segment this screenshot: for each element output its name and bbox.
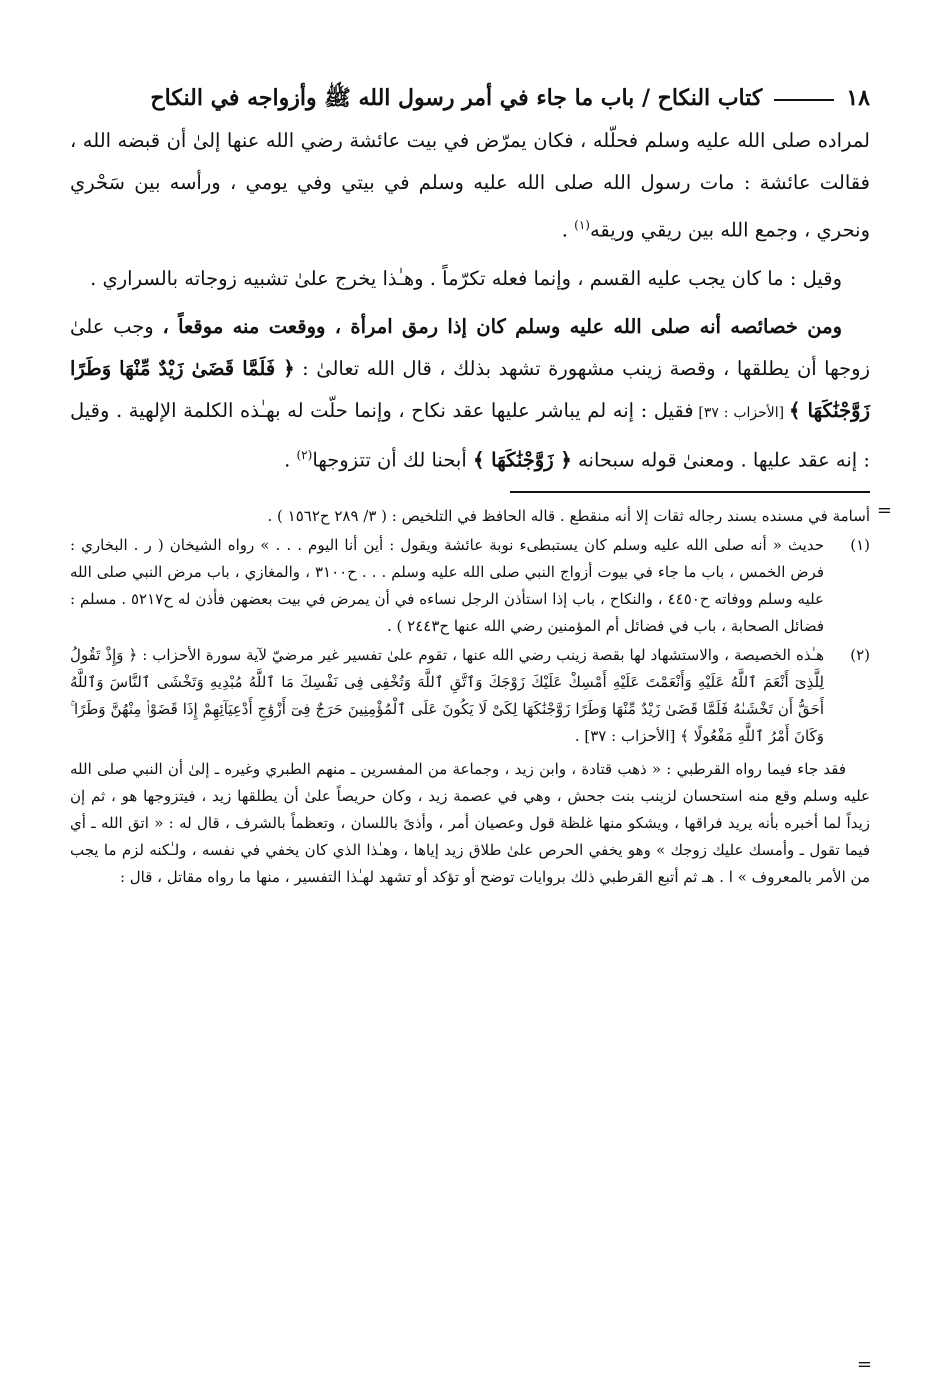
footnote-ref-2: (٢) xyxy=(296,447,313,462)
page-number: ١٨ xyxy=(846,85,870,111)
footnote-separator xyxy=(70,491,870,493)
page-end-mark: = xyxy=(856,1354,872,1375)
header-rule xyxy=(774,99,834,101)
footnote-1-number: (١) xyxy=(850,536,870,554)
paragraph-3-after: فقيل : إنه لم يباشر عليها عقد نكاح ، وإنما حلّت له بهـٰذه الكلمة الإلهية . وقيل : إنه عقد عليها . ومعنىٰ قوله سبحانه xyxy=(70,398,870,471)
footnote-ref-1: (١) xyxy=(574,218,590,232)
paragraph-3-rest: وجب علىٰ زوجها أن يطلقها ، وقصة زينب مشهورة تشهد بذلك ، قال الله تعالىٰ : xyxy=(70,314,870,380)
footnote-2 xyxy=(70,642,870,750)
footnote-1 xyxy=(70,532,870,640)
paragraph-1 xyxy=(70,120,870,252)
verse-reference: [الأحزاب : ٣٧] xyxy=(693,404,789,421)
quran-verse: ﴿ فَلَمَّا قَضَىٰ زَيْدٌ مِّنْهَا وَطَرًا زَوَّجْنَٰكَهَا ﴾ xyxy=(70,356,870,422)
footnotes xyxy=(70,500,892,891)
paragraph-1-end: . xyxy=(561,218,575,242)
running-header xyxy=(70,78,870,118)
paragraph-3 xyxy=(70,306,870,482)
footnote-2-text: هـٰذه الخصيصة ، والاستشهاد لها بقصة زينب رضي الله عنها ، تقوم علىٰ تفسير غير مرضيّ لآية سورة الأحزاب : ﴿ وَإِذْ تَقُولُ لِلَّذِىٓ أَنْعَمَ ٱللَّهُ عَلَيْهِ وَأَنْعَمْتَ عَلَيْهِ أَمْسِكْ عَلَيْكَ زَوْجَكَ وَٱتَّقِ ٱللَّهَ وَتُخْفِى فِى نَفْسِكَ مَا ٱللَّهُ مُبْدِيهِ وَتَخْشَى ٱلنَّاسَ وَٱللَّهُ أَحَقُّ أَن تَخْشَىٰهُ فَلَمَّا قَضَىٰ زَيْدٌ مِّنْهَا وَطَرًا زَوَّجْنَٰكَهَا لِكَىْ لَا يَكُونَ عَلَى ٱلْمُؤْمِنِينَ حَرَجٌ فِىٓ أَزْوَٰجِ أَدْعِيَآئِهِمْ إِذَا قَضَوْا۟ مِنْهُنَّ وَطَرًا ۚ وَكَانَ أَمْرُ ٱللَّهِ مَفْعُولًا ﴾ [الأحزاب : ٣٧] . xyxy=(70,646,824,745)
footnote-1-text: حديث « أنه صلى الله عليه وسلم كان يستبطىء نوبة عائشة ويقول : أين أنا اليوم . . . » رواه الشيخان ( ر . البخاري : فرض الخمس ، باب ما جاء في بيوت أزواج النبي صلى الله عليه وسلم . . . ح٣١٠٠ ، والمغازي ، باب مرض النبي صلى الله عليه وسلم ووفاته ح٤٤٥٠ ، والنكاح ، باب إذا استأذن الرجل نساءه في أن يمرض في بيت بعضهن فأذن له ح٥٢١٧ . مسلم : فضائل الصحابة ، باب في فضائل أم المؤمنين رضي الله عنها ح٢٤٤٣ ) . xyxy=(70,536,824,635)
paragraph-2: وقيل : ما كان يجب عليه القسم ، وإنما فعله تكرّماً . وهـٰذا يخرج علىٰ تشبيه زوجاته بالسراري . xyxy=(90,266,842,290)
paragraph-3-end: . xyxy=(284,448,297,471)
footnote-2-commentary: فقد جاء فيما رواه القرطبي : « ذهب قتادة ، وابن زيد ، وجماعة من المفسرين ـ منهم الطبري وغيره ـ إلىٰ أن النبي صلى الله عليه وسلم وقع منه استحسان لزينب بنت جحش ، وهي في عصمة زيد ، وكان حريصاً علىٰ أن يطلقها زيد ، فيتزوجها هو ، ثم إن زيداً لما أخبره بأنه يريد فراقها ، ويشكو منها غلظة قول وعصيان أمر ، وأذىً باللسان ، وتعظماً بالشرف ، قال له : « اتق الله ـ أي فيما تقول ـ وأمسك عليك زوجك » وهو يخفي الحرص علىٰ طلاق زيد إياها ، وهـٰذا الذي كان يخفي في نفسه ، ولـٰكنه لزم ما يجب من الأمر بالمعروف » ا . هـ ثم أتبع القرطبي ذلك بروايات توضح أو تؤكد أو تشهد لهـٰذا التفسير ، منها ما رواه مقاتل ، قال : xyxy=(70,760,870,886)
book-page xyxy=(70,78,892,1375)
footnote-2-number: (٢) xyxy=(850,646,870,664)
main-text xyxy=(70,120,870,481)
chapter-title: كتاب النكاح / باب ما جاء في أمر رسول الله ﷺ وأزواجه في النكاح xyxy=(150,85,763,111)
separator-line xyxy=(510,491,870,493)
footnote-continuation: أسامة في مسنده بسند رجاله ثقات إلا أنه منقطع . قاله الحافظ في التلخيص : ( ٣/ ٢٨٩ ح١٥٦٢ ) . xyxy=(267,507,870,525)
paragraph-1-text: لمراده صلى الله عليه وسلم فحلّله ، فكان يمرّض في بيت عائشة رضي الله عنها إلىٰ أن قبضه الله ، فقالت عائشة : مات رسول الله صلى الله عليه وسلم في بيتي وفي يومي ، ورأسه بين سَحْري ونحري ، وجمع الله بين ريقي وريقه xyxy=(70,129,870,242)
continuation-mark: = xyxy=(876,500,892,521)
quran-word: ﴿ زَوَّجْنَٰكَهَا ﴾ xyxy=(472,448,572,471)
paragraph-3-lead: ومن خصائصه أنه صلى الله عليه وسلم كان إذا رمق امرأة ، ووقعت منه موقعاً ، xyxy=(162,314,842,338)
paragraph-3-tail: أبحنا لك أن تتزوجها xyxy=(312,448,473,471)
